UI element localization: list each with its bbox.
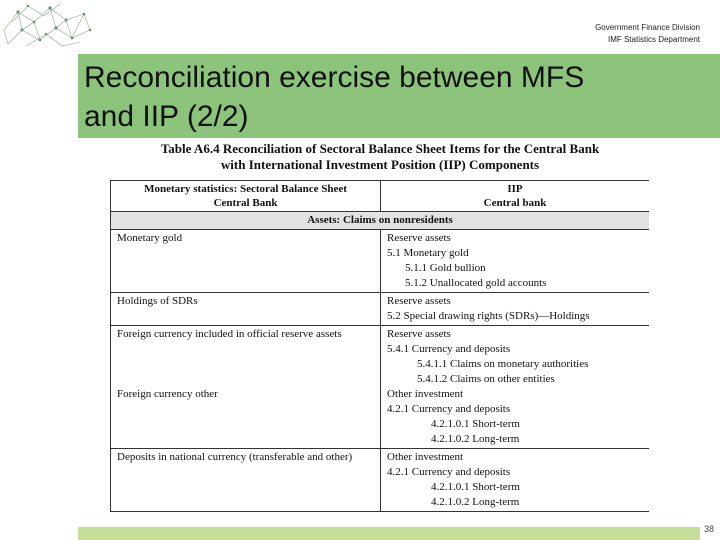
page-number: 38 [703,524,714,534]
row-left-cell [111,449,381,512]
table-header-row [111,181,650,212]
right-item: 4.2.1 Currency and deposits [387,403,511,415]
table-caption-line2: with International Investment Position (IIP) Components [220,157,540,172]
row-right-cell [381,293,650,326]
reconciliation-table-container [110,180,649,516]
left-item: Holdings of SDRs [117,295,198,307]
org-department: IMF Statistics Department [607,35,700,44]
row-left-cell [111,293,381,326]
right-item: 5.4.1.1 Claims on monetary authorities [417,358,589,370]
right-item: 5.4.1 Currency and deposits [387,343,511,355]
section-row-assets [111,212,650,230]
right-item: Reserve assets [387,328,451,340]
right-item: 5.4.1.2 Claims on other entities [417,373,555,385]
left-item: Monetary gold [117,232,183,244]
section-label: Assets: Claims on nonresidents [111,212,650,230]
row-left-cell [111,326,381,449]
right-item: Other investment [387,388,464,400]
network-logo-graphic [0,0,95,52]
column-header-monetary-statistics: Monetary statistics: Sectoral Balance Sheet Central Bank [111,181,381,212]
row-right-cell [381,326,650,449]
right-item: 5.1.2 Unallocated gold accounts [405,277,547,289]
reconciliation-table [110,180,649,512]
row-right-cell [381,230,650,293]
footer-bar [78,527,700,540]
right-item: 4.2.1 Currency and deposits [387,466,511,478]
row-right-cell [381,449,650,512]
table-row [111,326,650,449]
right-item: Other investment [387,451,464,463]
slide-title [84,58,584,136]
table-caption-line1: Table A6.4 Reconciliation of Sectoral Balance Sheet Items for the Central Bank [160,141,600,156]
right-item: 5.1 Monetary gold [387,247,469,259]
org-division: Government Finance Division [595,23,700,32]
slide-title-line1: Reconciliation exercise between MFS [84,61,585,94]
right-item: Reserve assets [387,232,451,244]
right-item: 5.1.1 Gold bullion [405,262,486,274]
right-item: 4.2.1.0.1 Short-term [431,418,520,430]
left-item: Foreign currency other [117,388,218,400]
left-item: Deposits in national currency (transferable and other) [117,451,353,463]
right-item: 5.2 Special drawing rights (SDRs)—Holdings [387,310,590,322]
table-row [111,449,650,512]
table-caption [110,141,650,173]
table-row [111,293,650,326]
right-item: 4.2.1.0.2 Long-term [431,433,520,445]
right-item: 4.2.1.0.1 Short-term [431,481,520,493]
row-left-cell [111,230,381,293]
title-band [78,54,720,138]
slide-title-line2: and IIP (2/2) [84,100,249,133]
column-header-iip: IIP Central bank [381,181,650,212]
left-item: Foreign currency included in official reserve assets [117,328,342,340]
table-row [111,230,650,293]
organization-header [595,22,700,46]
right-item: Reserve assets [387,295,451,307]
right-item: 4.2.1.0.2 Long-term [431,496,520,508]
